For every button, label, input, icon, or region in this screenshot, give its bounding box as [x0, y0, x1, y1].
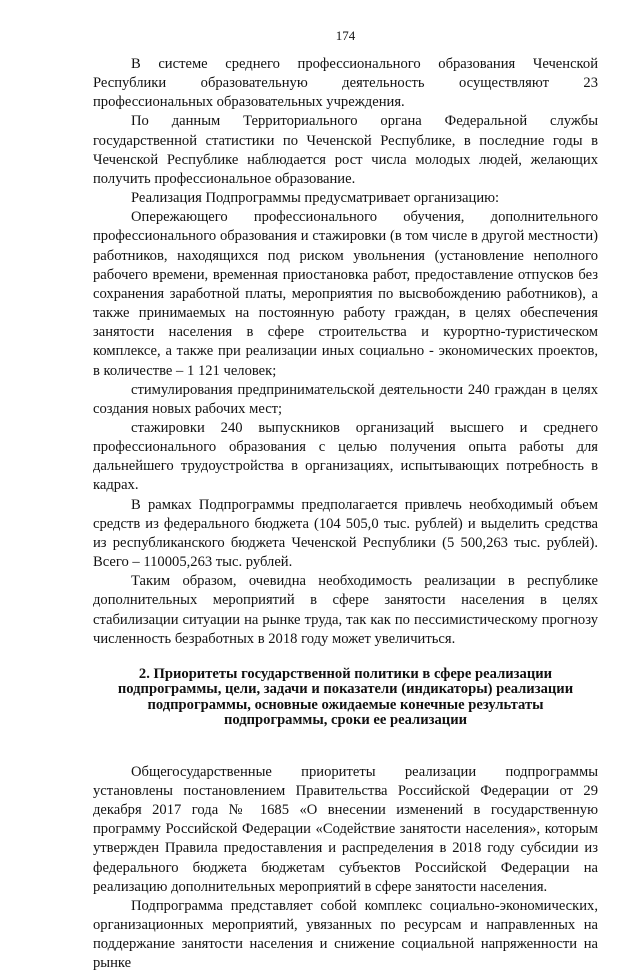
paragraph-organization-intro: Реализация Подпрограммы предусматривает организацию: [131, 190, 500, 207]
heading-line: подпрограммы, сроки ее реализации [223, 712, 468, 729]
paragraph-priorities: Общегосударственные приоритеты реализации подпрограммы установлены постановлением Правительства Российской Федерации от 29 декабря 2017 года № 1685 «О внесении изменений в государственную программу Российской Федерации «Содействие занятости населения», которым утвержден Правила предоставления и распределения в 2018 году субсидии из федерального бюджета бюджетам субъектов Российской Федерации на реализацию дополнительных мероприятий в сфере занятости населения. [93, 763, 598, 895]
section-heading [93, 667, 598, 729]
paragraph-statistics: По данным Территориального органа Федеральной службы государственной статистики по Чеченской Республике, в последние годы в Чеченской Республике наблюдается рост числа молодых людей, желающих получить профессиональное образование. [93, 113, 598, 187]
paragraph-necessity: Таким образом, очевидна необходимость реализации в республике дополнительных мероприятий в сфере занятости населения в целях стабилизации ситуации на рынке труда, так как по пессимистическому прогнозу численность безработных в 2018 году может увеличиться. [93, 573, 598, 647]
page-number: 174 [335, 28, 356, 43]
paragraph-colleges: В системе среднего профессионального образования Чеченской Республики образовательную деятельность осуществляют 23 профессиональных образовательных учреждения. [93, 56, 598, 111]
heading-line: подпрограммы, основные ожидаемые конечные результаты [147, 696, 544, 713]
paragraph-advance-training: Опережающего профессионального обучения, дополнительного профессионального образования и стажировки (в том числе в другой местности) работников, находящихся под риском увольнения (установление неполного рабочего времени, временная приостановка работ, предоставление отпусков без сохранения заработной платы, мероприятия по высвобождению работников), а также принимаемых на постоянную работу граждан, в целях обеспечения занятости населения в сфере строительства и курортно-туристическом комплексе, а также при реализации иных социально - экономических проектов, в количестве – 1 121 человек; [93, 209, 598, 379]
paragraph-subprogram-complex: Подпрограмма представляет собой комплекс социально-экономических, организационных мероприятий, увязанных по ресурсам и направленных на поддержание занятости населения и снижение социальной напряженности на рынке [93, 897, 598, 972]
heading-line: 2. Приоритеты государственной политики в сфере реализации [138, 665, 553, 682]
paragraph-internships: стажировки 240 выпускников организаций высшего и среднего профессионального образования с целью получения опыта работы для дальнейшего трудоустройства в организациях, испытывающих потребность в кадрах. [93, 419, 598, 494]
paragraph-funding: В рамках Подпрограммы предполагается привлечь необходимый объем средств из федерального бюджета (104 505,0 тыс. рублей) и выделить средства из республиканского бюджета Чеченской Республики (5 500,263 тыс. рублей). Всего – 110005,263 тыс. рублей. [93, 496, 598, 571]
document-page [93, 28, 598, 974]
heading-line: подпрограммы, цели, задачи и показатели (индикаторы) реализации [117, 681, 574, 698]
paragraph-entrepreneurship: стимулирования предпринимательской деятельности 240 граждан в целях создания новых рабочих мест; [93, 381, 598, 417]
